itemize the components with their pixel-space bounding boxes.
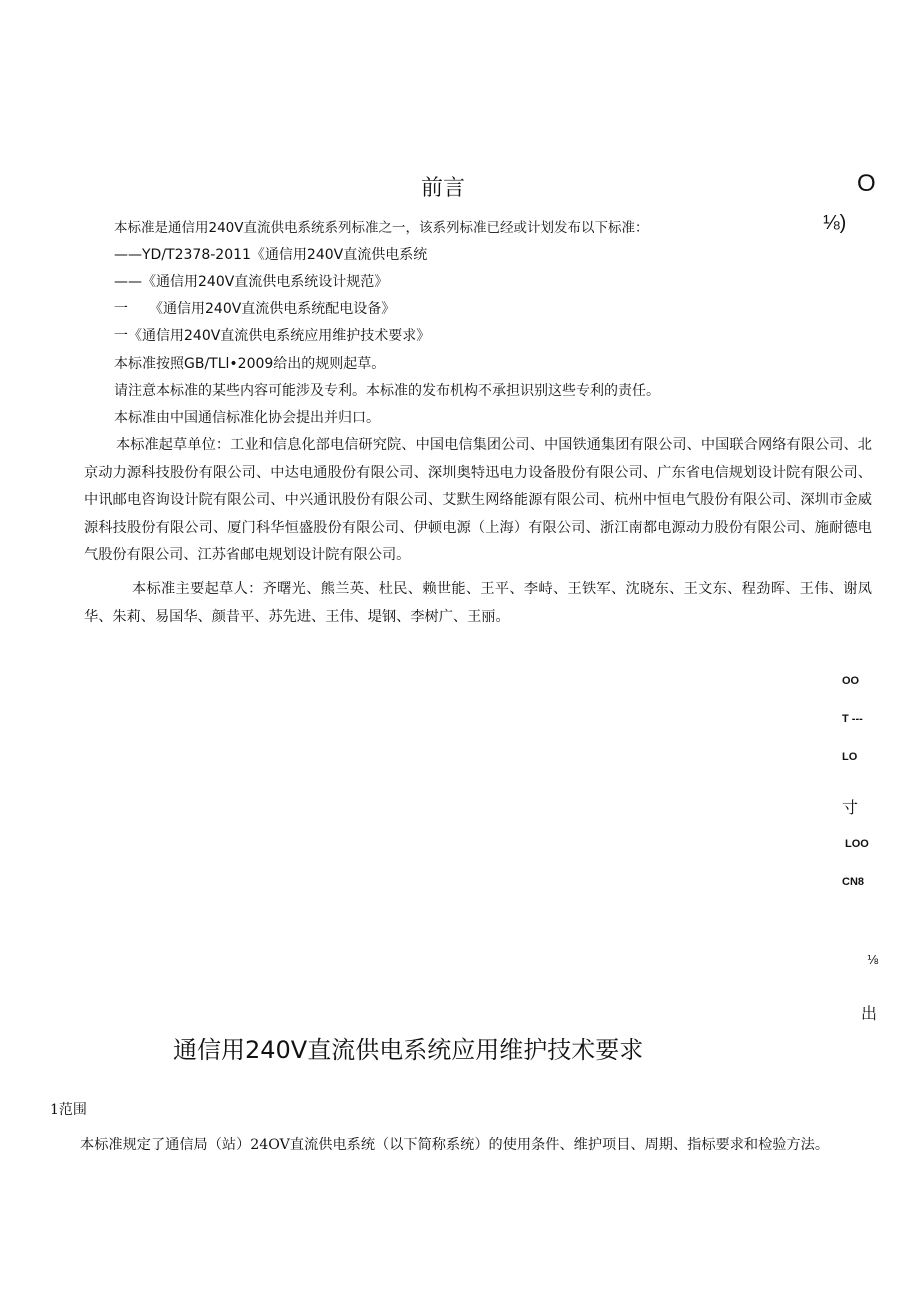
- section-heading-scope: 1范围: [50, 1102, 87, 1118]
- margin-mark-t: T ---: [842, 713, 863, 725]
- margin-mark-o: O: [857, 170, 876, 197]
- document-title: 通信用240V直流供电系统应用维护技术要求: [173, 1036, 644, 1064]
- scope-paragraph: 本标准规定了通信局（站）24OV直流供电系统（以下简称系统）的使用条件、维护项目、周期、指标要求和检验方法。: [80, 1137, 830, 1153]
- series-item-3: 一 《通信用240V直流供电系统配电设备》: [114, 301, 396, 317]
- margin-mark-oo: OO: [842, 675, 860, 687]
- margin-mark-cn8: CN8: [842, 876, 865, 888]
- foreword-title: 前言: [421, 176, 466, 201]
- margin-mark-fraction: ⅛): [823, 212, 847, 234]
- margin-mark-chu: 出: [861, 1004, 878, 1023]
- margin-mark-cun: 寸: [842, 798, 859, 817]
- margin-mark-lo: LO: [842, 751, 858, 763]
- patent-notice: 请注意本标准的某些内容可能涉及专利。本标准的发布机构不承担识别这些专利的责任。: [114, 383, 660, 399]
- drafting-rule: 本标准按照GB/TLl•2009给出的规则起草。: [114, 356, 386, 372]
- series-item-2: ——《通信用240V直流供电系统设计规范》: [114, 274, 389, 290]
- proposer-statement: 本标准由中国通信标准化协会提出并归口。: [114, 410, 380, 426]
- foreword-intro: 本标准是通信用240V直流供电系统系列标准之一，该系列标准已经或计划发布以下标准：: [114, 220, 649, 236]
- drafters-paragraph: 本标准主要起草人：齐曙光、熊兰英、杜民、赖世能、王平、李峙、王铁军、沈晓东、王文东、程劲晖、王伟、谢凤华、朱莉、易国华、颜昔平、苏先进、王伟、堤钢、李树广、王丽。: [84, 581, 872, 625]
- margin-mark-loo: LOO: [845, 838, 869, 850]
- series-item-1: ——YD/T2378-2011《通信用240V直流供电系统: [114, 247, 428, 263]
- margin-mark-eighth: ⅛: [867, 953, 879, 967]
- drafting-units-paragraph: 本标准起草单位：工业和信息化部电信研究院、中国电信集团公司、中国铁通集团有限公司、中国联合网络有限公司、北京动力源科技股份有限公司、中达电通股份有限公司、深圳奥特迅电力设备股份有限公司、广东省电信规划设计院有限公司、中讯邮电咨询设计院有限公司、中兴通讯股份有限公司、艾默生网络能源有限公司、杭州中恒电气股份有限公司、深圳市金威源科技股份有限公司、厦门科华恒盛股份有限公司、伊顿电源（上海）有限公司、浙江南都电源动力股份有限公司、施耐德电气股份有限公司、江苏省邮电规划设计院有限公司。: [84, 437, 872, 563]
- series-item-4: 一《通信用240V直流供电系统应用维护技术要求》: [114, 328, 431, 344]
